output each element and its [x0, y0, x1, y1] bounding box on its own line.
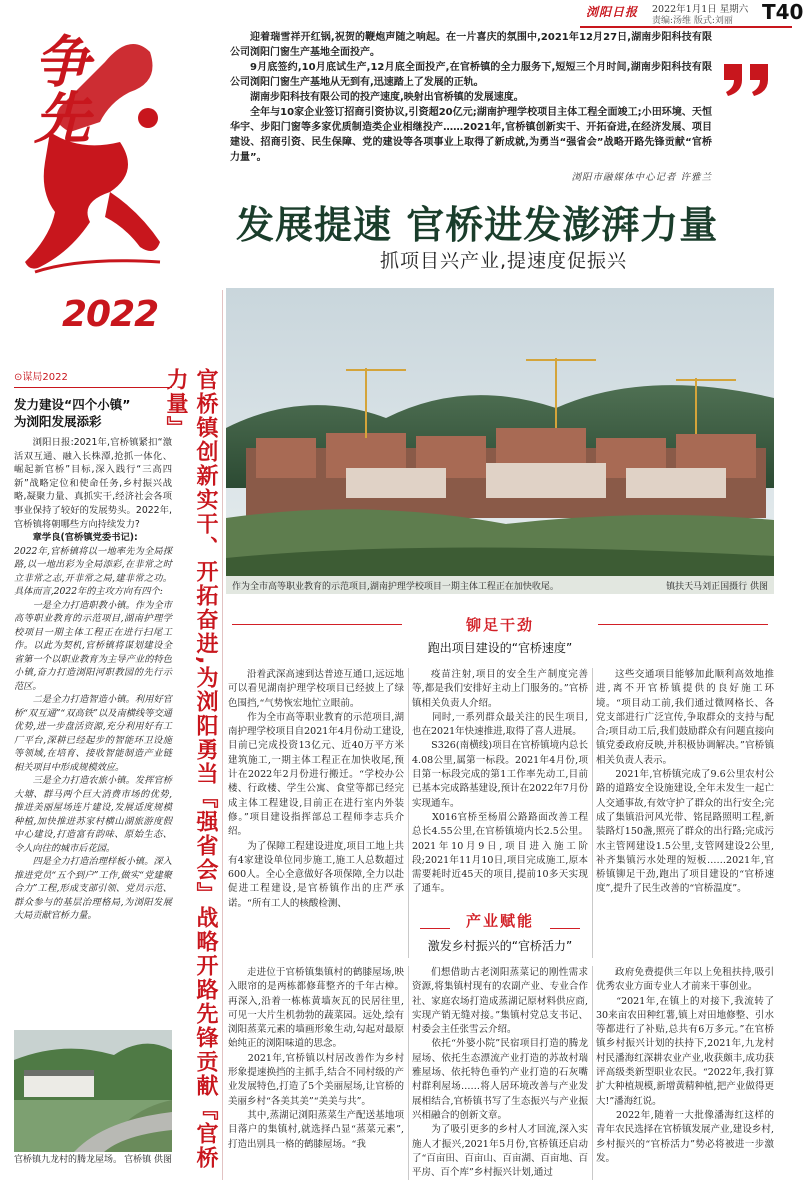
section2-header — [412, 910, 588, 962]
section1-col2: 疫苗注射,项目的安全生产制度完善等,都是我们安排好主动上门服务的。”官桥镇相关负责人介绍。 同时,一系列群众最关注的民生项目,也在2021年快速推进,取得了喜人进展。 S326(南横线)项目在官桥镇境内总长4.08公里,属第一标段。2021年4月份,项目第一标段完成的第1工作率先动工,目前已基本完成路基建设,预计在2022年7月份实现通车。 X016官桥至杨眉公路路面改善工程总长4.55公里,在官桥镇境内长2.5公里。2021年10月9日,项目进入施工阶段;2021年11月10日,项目完成施工,原本需要耗时近45天的项目,提前10多天实现了通车。 — [412, 669, 588, 895]
section1-rule-right — [598, 624, 768, 625]
intro-paragraph: 湖南步阳科技有限公司的投产速度,映射出官桥镇的发展速度。 — [250, 92, 524, 103]
masthead-date: 2022年1月1日 星期六 — [652, 4, 749, 15]
sidebar-tag-rule — [14, 387, 172, 388]
section1-col1: 沿着武深高速到达普迹互通口,远远地可以看见湖南护理学校项目已经披上了绿色围挡,“气势恢宏地忙立眼前。 作为全市高等职业教育的示范项目,湖南护理学校项目自2021年4月份动工建设,目前已完成投资13亿元、近40万平方米建筑施工,一期主体工程正在加快收尾,预计在2022年2月份进行搬迁。“学校办公楼、行政楼、学生公寓、食堂等都已经完成主体工程建设,目前正在进行室内外装修。”项目建设指挥部总工程师李志兵介绍。 为了保障工程建设进度,项目工地上共有4家建设单位同步施工,施工人总数超过600人。全心全意做好各项保障,全力以赴促进工程建设,是官桥镇作出的庄严承诺。“所有工人的核酸检测、 — [228, 669, 404, 909]
masthead-rule — [580, 26, 792, 28]
headline-sub: 抓项目兴产业,提速度促振兴 — [380, 250, 628, 272]
section2-divider-1 — [408, 966, 409, 1180]
intro-block — [230, 30, 712, 183]
clock-icon: ⊙ — [14, 372, 23, 383]
section1-title: 跑出项目建设的“官桥速度” — [427, 641, 573, 655]
section1-kicker: 铆足干劲 — [465, 616, 534, 634]
sidebar-photo — [14, 1030, 172, 1152]
sidebar-qa-body: 2022年,官桥镇将以一地率先为全局探路,以一地出彩为全局添彩,在非常之时立非常之志,开非常之局,建非常之功。具体而言,2022年的主攻方向有四个: 一是全力打造职教小镇。作为全市高等职业教育的示范项目,湖南护理学校项目一期主体工程正在进行扫尾工作。以此为契机,官桥镇将谋划建设全省第一个以职业教育为主导产业的特色小镇,奋力打造浏阳河职教园的先行示范区。 二是全力打造智造小镇。利用好官桥“双互通”“双高铁”以及南横线等交通优势,进一步盘活资源,充分利用好有工厂平台,深耕已经起步的智能环卫设施等领域,在培育、接收智能制造产业链相关项目中形成规模效应。 三是全力打造农旅小镇。发挥官桥大塘、群马两个巨大消费市场的优势,推进美丽屋场连片建设,发展适度规模种植,加快推进苏家村横山湖旅游度假中心建设,打造富有韵味、原始生态、令人向往的城市后花园。 四是全力打造治理样板小镇。深入推进党员“五个到户”工作,做实“党建聚合力”工程,形成支部引领、党员示范、群众参与的基层治理格局,为浏阳发展大局贡献官桥力量。 — [14, 545, 172, 922]
intro-paragraph: 9月底签约,10月底试生产,12月底全面投产,在官桥镇的全力服务下,短短三个月时间,湖南步阳科技有限公司浏阳门窗生产基地从无到有,迅速踏上了发展的正轨。 — [230, 62, 712, 88]
section2-rule — [550, 928, 580, 929]
section2-col3: 政府免费提供三年以上免租扶持,吸引优秀农业方面专业人才前来干事创业。 “2021年,在镇上的对接下,我流转了30来亩农田种红薯,镇上对田地修整、引水等都进行了补贴,总共有6万多元。”在官桥镇乡村振兴计划的扶持下,2021年,九龙村村民潘海红深耕农业产业,收获颇丰,成功获评高级类新型职业农民。“2022年,我打算扩大种植规模,新增黄精种植,把产业做得更大!”潘海红说。 2022年,随着一大批像潘海红这样的青年农民选择在官桥镇发展产业,建设乡村,乡村振兴的“官桥活力”势必将被进一步激发。 — [596, 967, 774, 1164]
sidebar-title-1: 发力建设“四个小镇” — [14, 397, 131, 412]
masthead-page-no: T40 — [762, 0, 803, 24]
headline-main: 发展提速 官桥进发澎湃力量 — [236, 202, 719, 247]
section2-title: 激发乡村振兴的“官桥活力” — [427, 939, 573, 953]
sidebar-tag-text: 谋局2022 — [22, 372, 68, 383]
section2-divider-2 — [592, 966, 593, 1180]
sidebar-title-2: 为浏阳发展添彩 — [14, 414, 102, 429]
section-logo-year: 2022 — [62, 294, 159, 335]
masthead-editor: 责编:汤维 版式:刘丽 — [652, 16, 733, 26]
vertical-slogan: 官桥镇创新实干、开拓奋进,为浏阳勇当『强省会』战略开路先锋贡献『官桥力量』 — [163, 368, 218, 1171]
quote-mark-icon — [720, 60, 776, 100]
intro-paragraph: 全年与10家企业签订招商引资协议,引资超20亿元;湖南护理学校项目主体工程全面竣工;小田环境、天恒华宇、步阳门窗等多家优质制造类企业相继投产……2021年,官桥镇创新实干、开拓奋进,在经济发展、项目建设、招商引资、民生保障、党的建设等各项事业上取得了新成就,为勇当“强省会”战略开路先锋贡献“官桥力量”。 — [230, 107, 712, 163]
section2-rule — [420, 928, 450, 929]
section2-kicker: 产业赋能 — [465, 912, 534, 930]
masthead-paper-name: 浏阳日报 — [586, 5, 639, 19]
section1-col3: 这些交通项目能够加此顺利高效地推进,离不开官桥镇提供的良好施工环境。“项目动工前,我们通过微网格长、各党支部进行广泛宣传,争取群众的支持与配合;项目动工后,我们鼓励群众有问题直接向镇党委政府反映,并积极协调解决。”官桥镇相关负责人表示。 2021年,官桥镇完成了9.6公里农村公路的道路安全设施建设,全年未发生一起亡人交通事故,有效守护了群众的出行安全;完成了集镇沿河风光带、铭昆路照明工程,新装路灯150盏,照亮了群众的出行路;完成污水主管网建设1.5公里,支管网建设2公里,补齐集镇污水处理的短板……2021年,官桥镇铆足干劲,跑出了项目建设的“官桥速度”,提升了民生改善的“官桥温度”。 — [596, 669, 774, 895]
section1-divider-2 — [592, 668, 593, 958]
intro-byline: 浏阳市融媒体中心记者 许雅兰 — [571, 172, 712, 183]
section2-col2: 们想借助古老浏阳蒸菜记的刚性需求资源,将集镇村现有的农副产业、专业合作社、家庭农场打造成蒸湖记原材料供应商,实现产销无缝对接。”集镇村党总支书记、村委会主任张雪云介绍。 依托“外婆小院”民宿项目打造的腾龙屋场、依托生态漂流产业打造的苏故村瑞雅屋场、依托特色垂钓产业打造的石灰嘴村群利屋场……将人居环境改善与产业发展相结合,官桥镇书写了生态振兴与产业振兴相融合的创新文章。 为了吸引更多的乡村人才回流,深入实施人才振兴,2021年5月份,官桥镇还启动了“百亩田、百亩山、百亩湖、百亩地、百平房、百个库”乡村振兴计划,通过 — [412, 967, 588, 1179]
section-logo — [10, 22, 170, 352]
section1-divider-1 — [408, 668, 409, 958]
intro-paragraph: 迎着瑞雪祥开红锅,祝贺的鞭炮声随之响起。在一片喜庆的氛围中,2021年12月27日,湖南步阳科技有限公司浏阳门窗生产基地全面投产。 — [230, 32, 712, 58]
sidebar-tag — [14, 368, 172, 383]
sidebar-photo-credit: 官桥镇 供图 — [124, 1155, 172, 1165]
section1-rule-left — [232, 624, 402, 625]
column-divider — [222, 290, 223, 1180]
sidebar-photo-caption-text: 官桥镇九龙村的腾龙屋场。 — [14, 1155, 123, 1165]
section2-col1: 走进位于官桥镇集镇村的鹤膝屋场,映入眼帘的是两栋都修葺整齐的千年古樟。再深入,沿着一栋栋黄墙灰瓦的民居往里,可见一大片生机勃勃的蔬菜园。远处,绘有浏阳蒸菜元素的墙画形象生动,勾起对最原始纯正的浏阳味道的思念。 2021年,官桥镇以村居改善作为乡村形象提速换挡的主抓手,结合不同村级的产业发展特色,打造了5个美丽屋场,让官桥的美丽乡村“各美其美”“美美与共”。 其中,蒸湖记浏阳蒸菜生产配送基地项目落户的集镇村,就选择凸显“蒸菜元素”,打造出别具一格的鹤膝屋场。“我 — [228, 967, 404, 1150]
sidebar-photo-caption — [14, 1154, 172, 1166]
main-photo-credit: 镇扶天马刘正国摄行 供图 — [666, 582, 768, 592]
sidebar — [14, 368, 172, 965]
section-logo-chars: 争先 — [25, 32, 90, 144]
main-photo — [226, 288, 774, 594]
sidebar-qa-speaker: 章学良(官桥镇党委书记): — [32, 532, 138, 544]
section1-header — [226, 614, 774, 660]
sidebar-lead: 浏阳日报:2021年,官桥镇紧扣“激活双互通、融入长株潭,抢抓一体化、崛起新官桥”目标,深入践行“三高四新”战略定位和使命任务,乡村振兴战略,凝聚力量、真抓实干,经济社会各项事业保持了较好的发展势头。2022年,官桥镇将朝哪些方向持续发力? — [14, 437, 172, 530]
main-photo-caption: 作为全市高等职业教育的示范项目,湖南护理学校项目一期主体工程正在加快收尾。 — [232, 582, 559, 592]
